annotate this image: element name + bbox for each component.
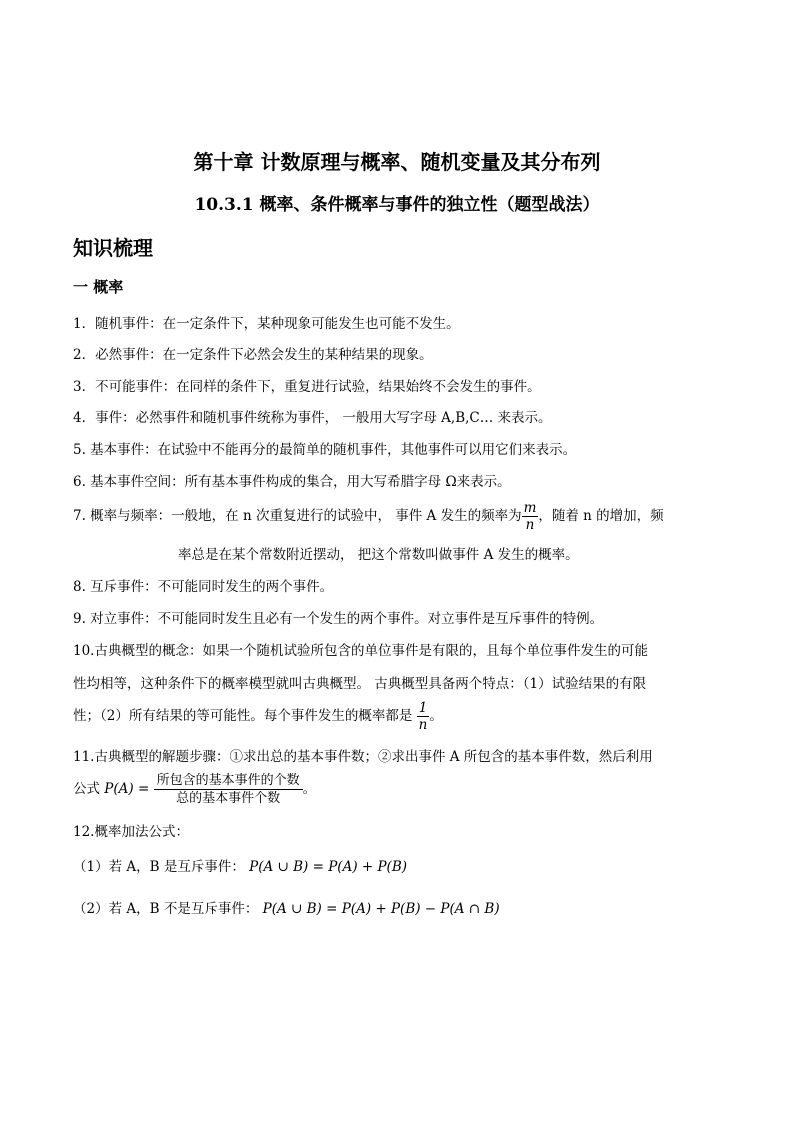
formula-2-expression: P(A ∪ B) = P(A) + P(B) − P(A ∩ B) xyxy=(262,901,500,917)
item-8: 8. 互斥事件：不可能同时发生的两个事件。 xyxy=(73,579,334,595)
item-11-line1: 11.古典概型的解题步骤：①求出总的基本事件数；②求出事件 A 所包含的基本事件数，然后利用 xyxy=(73,749,653,765)
item-10-line1: 10.古典概型的概念：如果一个随机试验所包含的单位事件是有限的，且每个单位事件发生的可能 xyxy=(73,643,648,659)
item-4: 4．事件：必然事件和随机事件统称为事件， 一般用大写字母 A,B,C… 来表示。 xyxy=(73,410,552,426)
item-2: 2．必然事件：在一定条件下必然会发生的某种结果的现象。 xyxy=(73,347,433,363)
item-11-text-b: 公式 xyxy=(73,781,100,797)
item-9: 9. 对立事件：不可能同时发生且必有一个发生的两个事件。对立事件是互斥事件的特例。 xyxy=(73,611,604,627)
item-7-text-a: 7. 概率与频率：一般地，在 n 次重复进行的试验中， 事件 A 发生的频率为 xyxy=(73,508,522,524)
chapter-title: 第十章 计数原理与概率、随机变量及其分布列 xyxy=(193,150,601,174)
formula-lhs: P(A) = xyxy=(104,781,150,797)
item-7-text-b: ，随着 n 的增加，频 xyxy=(538,508,664,524)
item-11-end: 。 xyxy=(302,781,317,797)
subsection-heading: 一 概率 xyxy=(73,278,124,296)
item-10-text-d: 。 xyxy=(429,708,443,724)
item-5: 5. 基本事件：在试验中不能再分的最简单的随机事件，其他事件可以用它们来表示。 xyxy=(73,442,577,458)
fraction-numerator: m xyxy=(523,500,537,516)
formula-2-label: （2）若 A，B 不是互斥事件： xyxy=(73,901,259,917)
item-1: 1．随机事件：在一定条件下，某种现象可能发生也可能不发生。 xyxy=(73,316,460,332)
item-3: 3．不可能事件：在同样的条件下，重复进行试验，结果始终不会发生的事件。 xyxy=(73,379,541,395)
item-11-line2 xyxy=(73,772,316,807)
probability-fraction xyxy=(417,700,430,733)
section-subtitle: 10.3.1 概率、条件概率与事件的独立性（题型战法） xyxy=(194,195,600,215)
frequency-fraction xyxy=(522,500,539,533)
fraction-numerator: 1 xyxy=(417,700,430,717)
formula-1-label: （1）若 A，B 是互斥事件： xyxy=(73,859,245,875)
classical-probability-fraction xyxy=(154,772,303,807)
fraction-denominator: n xyxy=(418,717,428,733)
item-6: 6. 基本事件空间：所有基本事件构成的集合，用大写希腊字母 Ω来表示。 xyxy=(73,474,511,490)
fraction-numerator: 所包含的基本事件的个数 xyxy=(154,772,303,790)
formula-1-expression: P(A ∪ B) = P(A) + P(B) xyxy=(249,859,408,875)
item-10-text-c: 性；（2）所有结果的等可能性。每个事件发生的概率都是 xyxy=(73,708,413,724)
item-10-line3 xyxy=(73,700,443,733)
formula-2 xyxy=(73,900,500,918)
fraction-denominator: n xyxy=(525,517,535,533)
formula-1 xyxy=(73,858,407,876)
section-heading: 知识梳理 xyxy=(73,236,153,260)
item-7-line2: 率总是在某个常数附近摆动， 把这个常数叫做事件 A 发生的概率。 xyxy=(178,547,579,563)
item-10-line2: 性均相等，这种条件下的概率模型就叫古典概型。 古典概型具备两个特点：（1）试验结果的有限 xyxy=(73,676,647,692)
fraction-denominator: 总的基本事件个数 xyxy=(176,791,281,806)
item-7-line1 xyxy=(73,500,664,533)
item-12: 12.概率加法公式： xyxy=(73,824,189,840)
